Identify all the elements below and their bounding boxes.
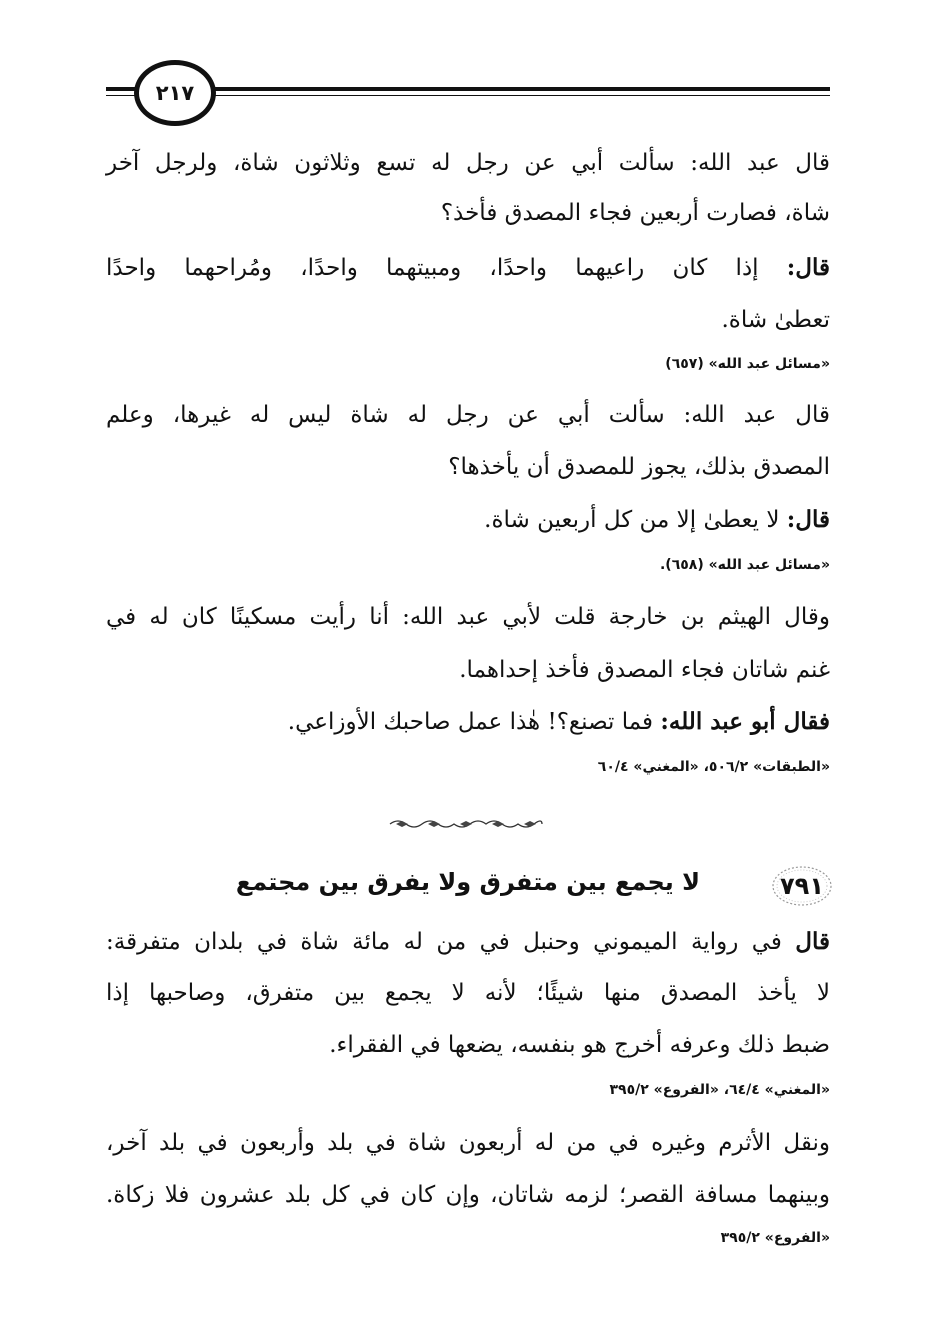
chapter-number: ٧٩١ (780, 872, 824, 900)
page-number: ٢١٧ (134, 60, 216, 126)
text-line: تعطىٰ شاة. (721, 307, 830, 333)
reference: «الطبقات» ٥٠٦/٢، «المغني» ٦٠/٤ (597, 759, 830, 775)
ornament-divider (388, 818, 544, 830)
text-line: شاة، فصارت أربعين فجاء المصدق فأخذ؟ (440, 200, 830, 226)
paragraph-label: قال (795, 928, 830, 955)
reference: «المغني» ٦٤/٤، «الفروع» ٣٩٥/٢ (609, 1082, 830, 1098)
answer-text: لا يعطىٰ إلا من كل أربعين شاة. (484, 507, 780, 533)
chapter-number-badge (770, 864, 834, 908)
answer-text: إذا كان راعيهما واحدًا، ومبيتهما واحدًا، ومُراحهما واحدًا (106, 255, 759, 281)
answer-line (484, 508, 830, 532)
reference: «الفروع» ٣٩٥/٢ (720, 1230, 830, 1246)
paragraph-text: في رواية الميموني وحنبل في من له مائة شاة في بلدان متفرقة: (106, 929, 782, 955)
text-line: غنم شاتان فجاء المصدق فأخذ إحداهما. (459, 657, 830, 683)
text-line: وبينهما مسافة القصر؛ لزمه شاتان، وإن كان في كل بلد عشرون فلا زكاة. (106, 1182, 830, 1208)
text-line: وقال الهيثم بن خارجة قلت لأبي عبد الله: أنا رأيت مسكينًا كان له في (106, 604, 830, 630)
text-line: ضبط ذلك وعرفه أخرج هو بنفسه، يضعها في الفقراء. (329, 1032, 830, 1058)
answer-line (106, 930, 830, 954)
text-line: قال عبد الله: سألت أبي عن رجل له تسع وثلاثون شاة، ولرجل آخر (106, 150, 830, 176)
reference: «مسائل عبد الله» (٦٥٨). (659, 557, 830, 573)
text-line: ونقل الأثرم وغيره في من له أربعون شاة في بلد وأربعون في بلد آخر، (106, 1130, 830, 1156)
text-line: المصدق بذلك، يجوز للمصدق أن يأخذها؟ (448, 454, 830, 480)
chapter-title: لا يجمع بين متفرق ولا يفرق بين مجتمع (235, 868, 700, 896)
answer-line (106, 256, 830, 280)
answer-text: فما تصنع؟! هٰذا عمل صاحبك الأوزاعي. (287, 709, 654, 735)
text-line: قال عبد الله: سألت أبي عن رجل له شاة ليس له غيرها، وعلم (106, 402, 830, 428)
answer-label: قال: (786, 506, 830, 533)
reference: «مسائل عبد الله» (٦٥٧) (665, 356, 830, 372)
answer-label: قال: (786, 254, 831, 281)
text-line: لا يأخذ المصدق منها شيئًا؛ لأنه لا يجمع بين متفرق، وصاحبها إذا (106, 980, 830, 1006)
answer-line (288, 710, 830, 734)
answer-label: فقال أبو عبد الله: (660, 708, 830, 735)
